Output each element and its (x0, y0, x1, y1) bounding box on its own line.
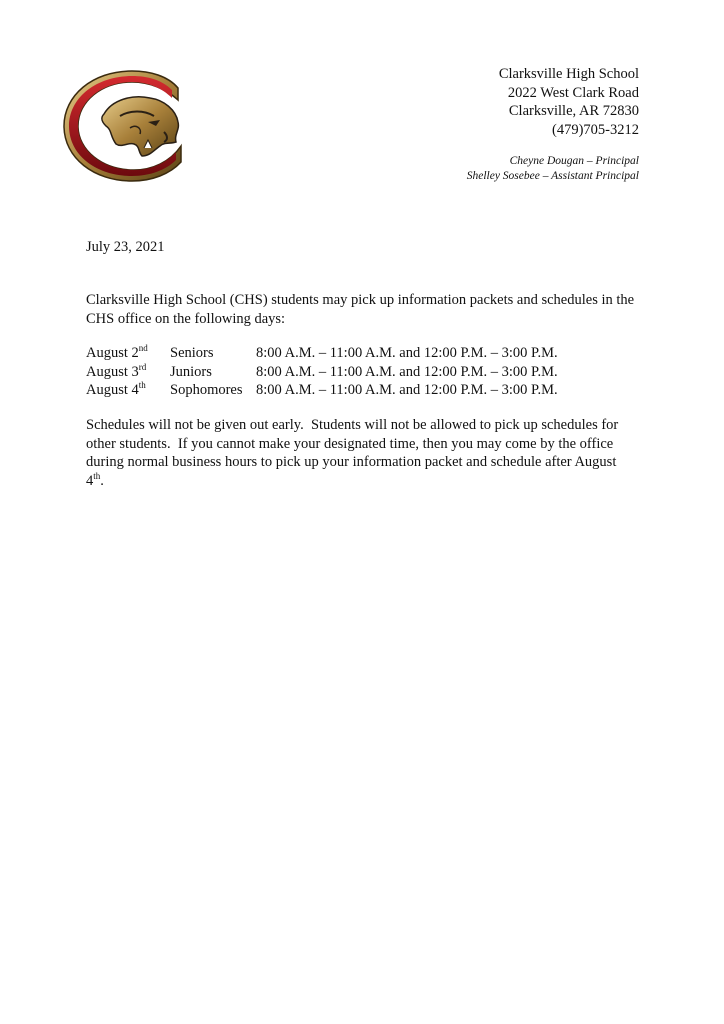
letter-closing (86, 416, 631, 490)
schedule-day: August 3rd (86, 361, 147, 380)
letter-intro: Clarksville High School (CHS) students may pick up information packets and schedules in the CHS office on the following days: (86, 292, 635, 327)
staff-block (467, 154, 639, 184)
school-name: Clarksville High School (498, 66, 639, 82)
school-street: 2022 West Clark Road (507, 84, 639, 101)
letter-date: July 23, 2021 (86, 239, 165, 255)
assistant-principal-line: Shelley Sosebee – Assistant Principal (466, 170, 639, 182)
schedule-day: August 4th (86, 380, 146, 398)
closing-suffix: th (93, 470, 101, 481)
schedule-group: Sophomores (170, 382, 243, 398)
pickup-schedule (86, 344, 558, 400)
principal-line: Cheyne Dougan – Principal (509, 155, 639, 167)
closing-text: Schedules will not be given out early. Students will not be allowed to pick up schedules for other students. If you cannot make your designated time, then you may come by the office during normal business hours to pick up your information packet and schedule after August 4 (86, 417, 619, 489)
schedule-time: 8:00 A.M. – 11:00 A.M. and 12:00 P.M. – 3:00 P.M. (256, 363, 558, 380)
school-phone: (479)705-3212 (552, 121, 639, 138)
closing-period: . (100, 472, 104, 489)
schedule-group: Juniors (170, 363, 212, 380)
panther-c-logo-icon (60, 70, 186, 182)
schedule-time: 8:00 A.M. – 11:00 A.M. and 12:00 P.M. – 3:00 P.M. (256, 382, 558, 398)
schedule-group: Seniors (170, 345, 214, 361)
schedule-time: 8:00 A.M. – 11:00 A.M. and 12:00 P.M. – 3:00 P.M. (256, 345, 558, 361)
schedule-row (86, 344, 558, 363)
school-address-block (499, 65, 639, 139)
schedule-day: August 2nd (86, 343, 148, 361)
school-logo (60, 70, 186, 182)
school-city-state-zip: Clarksville, AR 72830 (508, 103, 639, 119)
schedule-row (86, 363, 558, 382)
schedule-row (86, 381, 558, 400)
